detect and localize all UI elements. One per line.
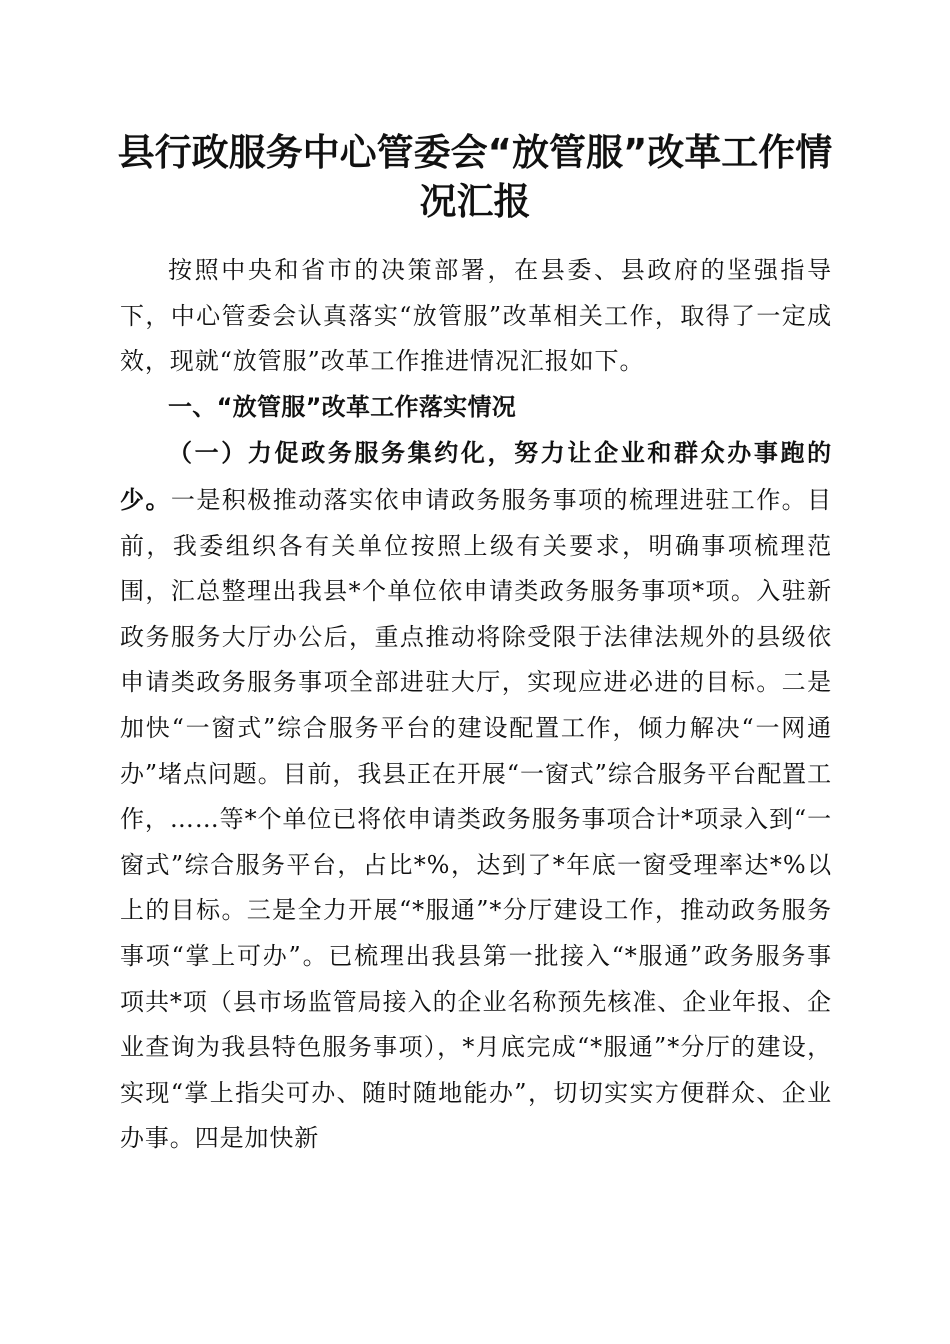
section-heading: 一、“放管服”改革工作落实情况 xyxy=(168,392,517,421)
intro-paragraph: 按照中央和省市的决策部署，在县委、县政府的坚强指导下，中心管委会认真落实“放管服”改革相关工作，取得了一定成效，现就“放管服”改革工作推进情况汇报如下。 xyxy=(120,256,832,376)
document-title: 县行政服务中心管委会“放管服”改革工作情况汇报 xyxy=(117,131,833,223)
document-body xyxy=(120,248,832,1162)
subsection-heading: （一）力促政务服务集约化，努力让企业和群众办事跑的少。 xyxy=(120,438,832,514)
subsection-paragraph xyxy=(120,430,832,1162)
subsection-body: 一是积极推动落实依申请政务服务事项的梳理进驻工作。目前，我委组织各有关单位按照上级有关要求，明确事项梳理范围，汇总整理出我县*个单位依申请类政务服务事项*项。入驻新政务服务大厅办公后，重点推动将除受限于法律法规外的县级依申请类政务服务事项全部进驻大厅，实现应进必进的目标。二是加快“一窗式”综合服务平台的建设配置工作，倾力解决“一网通办”堵点问题。目前，我县正在开展“一窗式”综合服务平台配置工作，……等*个单位已将依申请类政务服务事项合计*项录入到“一窗式”综合服务平台，占比*%，达到了*年底一窗受理率达*%以上的目标。三是全力开展“*服通”*分厅建设工作，推动政务服务事项“掌上可办”。已梳理出我县第一批接入“*服通”政务服务事项共*项（县市场监管局接入的企业名称预先核准、企业年报、企业查询为我县特色服务事项），*月底完成“*服通”*分厅的建设，实现“掌上指尖可办、随时随地能办”，切切实实方便群众、企业办事。四是加快新 xyxy=(120,485,832,1153)
